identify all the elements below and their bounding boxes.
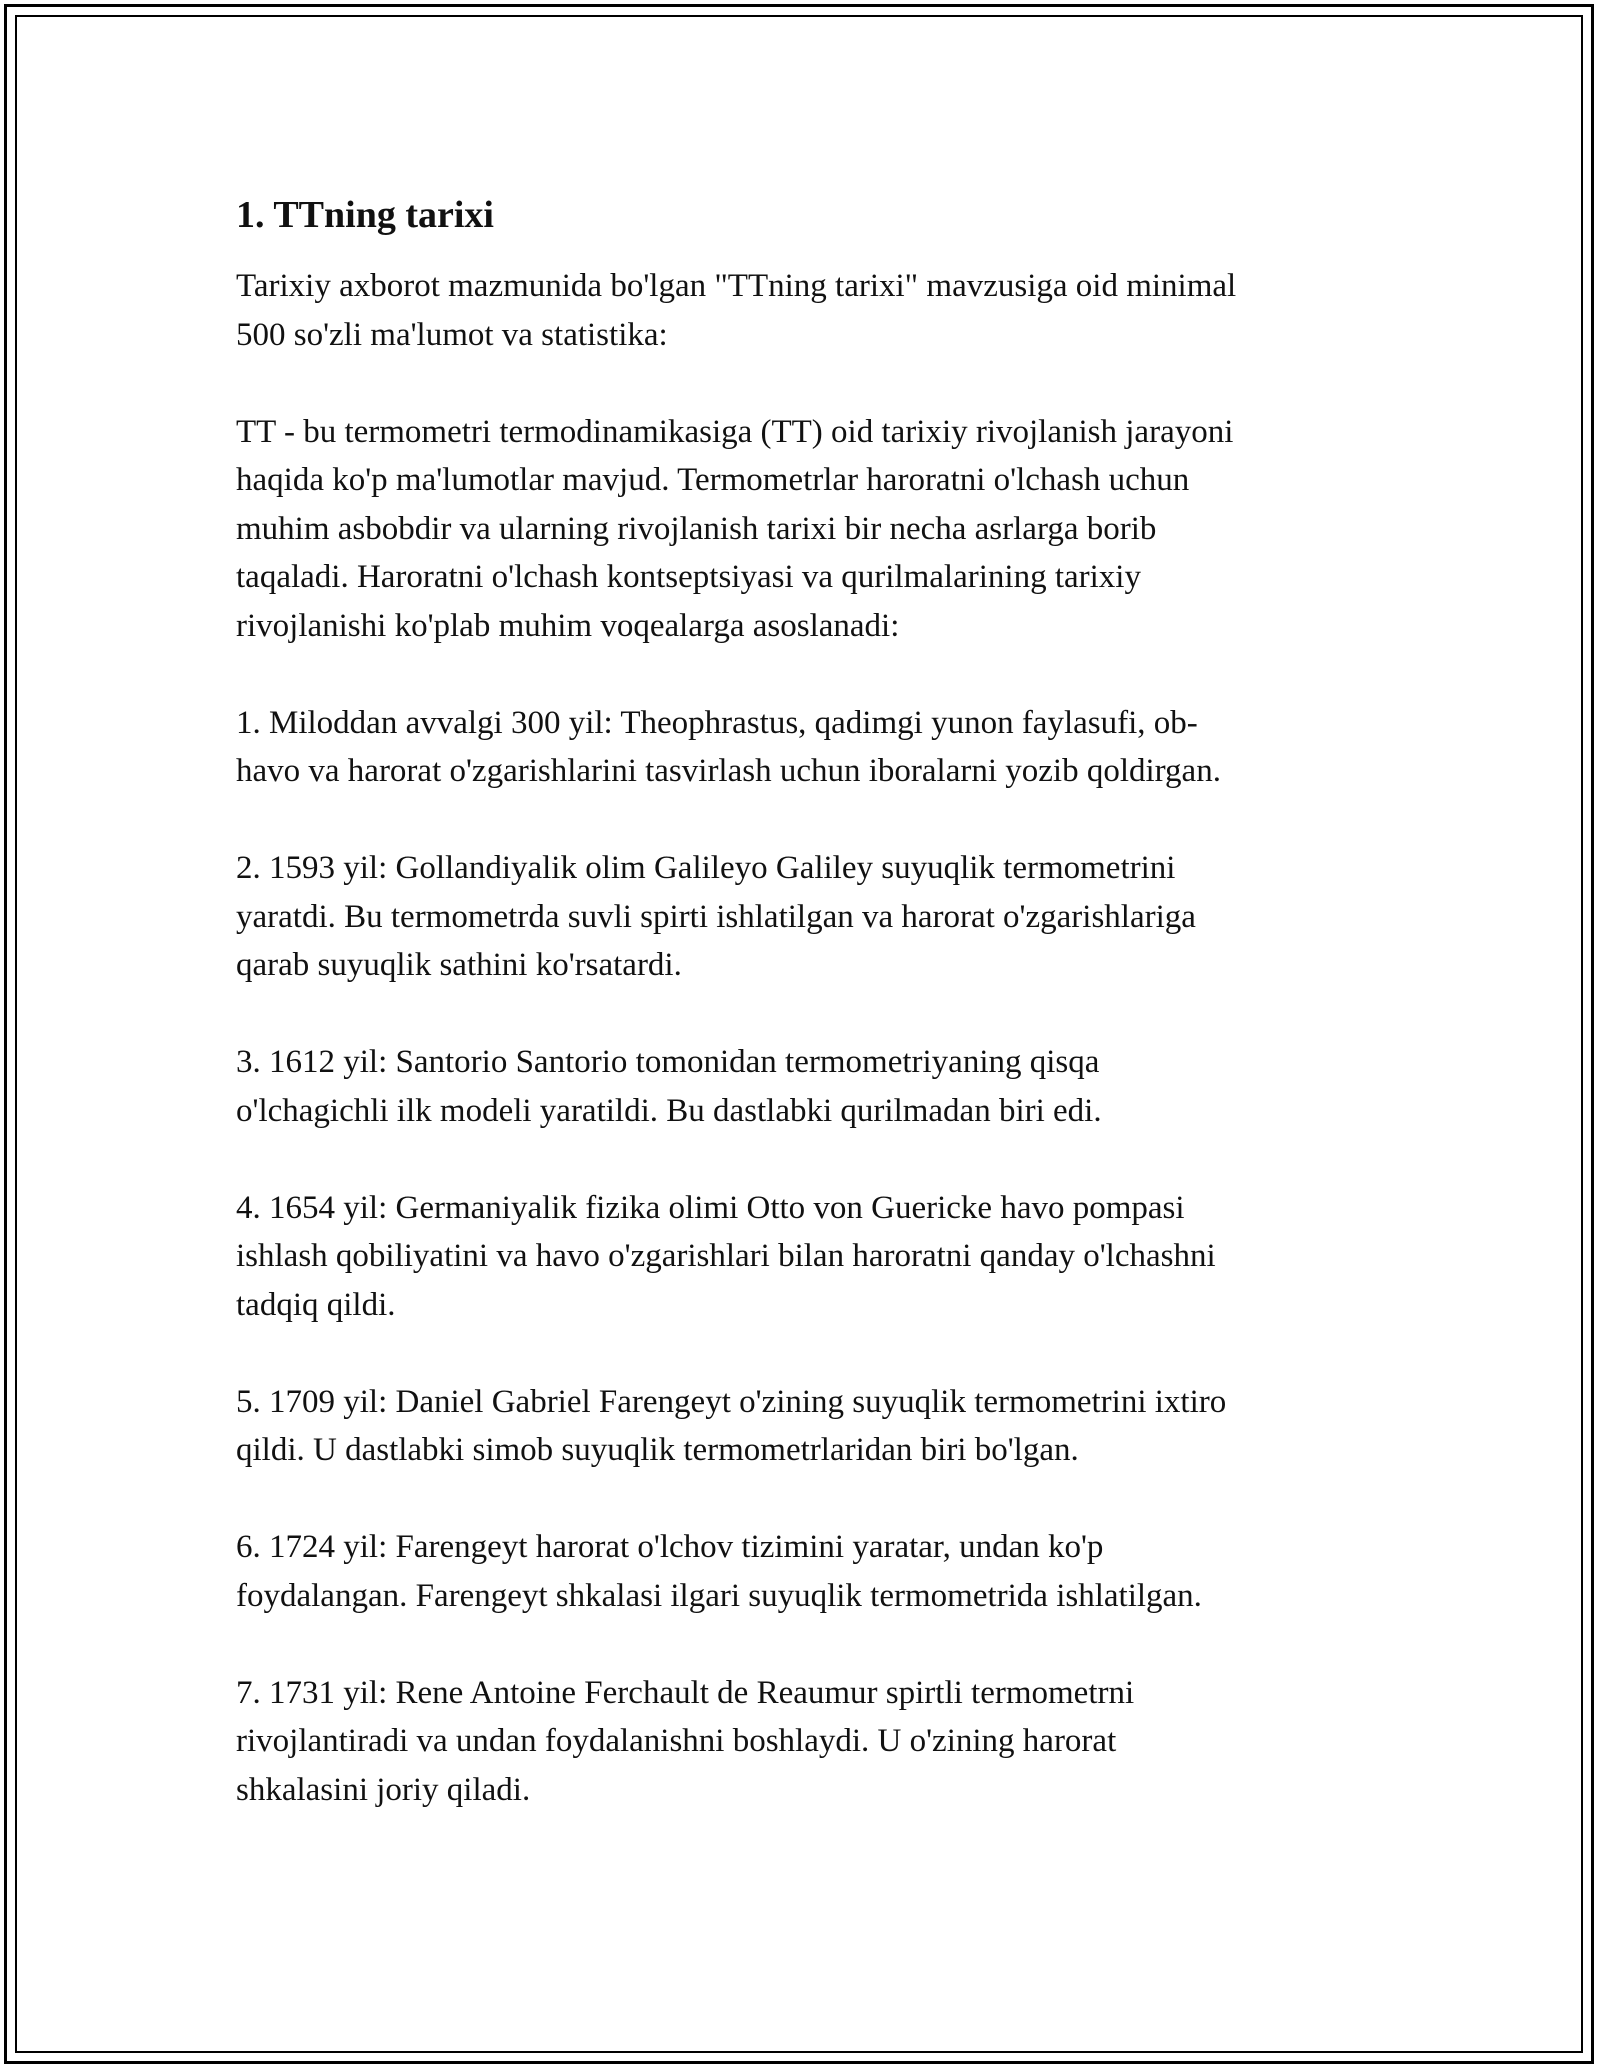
overview-paragraph: TT - bu termometri termodinamikasiga (TT) oid tarixiy rivojlanish jarayoni haqida ko'p ma'lumotlar mavjud. Termometrlar haroratni o'lchash uchun muhim asbobdir va ularning rivojlanish tarixi bir necha asrlarga borib taqaladi. Haroratni o'lchash kontseptsiyasi va qurilmalarining tarixiy rivojlanishi ko'plab muhim voqealarga asoslanadi: — [236, 413, 1234, 644]
list-item: 6. 1724 yil: Farengeyt harorat o'lchov tizimini yaratar, undan ko'p foydalangan. Farengeyt shkalasi ilgari suyuqlik termometrida ishlatilgan. — [236, 1529, 1202, 1614]
document-body — [236, 188, 1366, 1814]
list-item: 1. Miloddan avvalgi 300 yil: Theophrastus, qadimgi yunon faylasufi, ob- havo va harorat o'zgarishlarini tasvirlash uchun iboralarni yozib qoldirgan. — [236, 704, 1221, 789]
page-title: 1. TTning tarixi — [236, 194, 494, 236]
list-item: 5. 1709 yil: Daniel Gabriel Farengeyt o'zining suyuqlik termometrini ixtiro qildi. U dastlabki simob suyuqlik termometrlaridan biri bo'lgan. — [236, 1383, 1227, 1468]
list-item: 3. 1612 yil: Santorio Santorio tomonidan termometriyaning qisqa o'lchagichli ilk modeli yaratildi. Bu dastlabki qurilmadan biri edi. — [236, 1044, 1102, 1129]
list-item: 2. 1593 yil: Gollandiyalik olim Galileyo Galiley suyuqlik termometrini yaratdi. Bu termometrda suvli spirti ishlatilgan va harorat o'zgarishlariga qarab suyuqlik sathini ko'rsatardi. — [236, 850, 1196, 983]
list-item: 4. 1654 yil: Germaniyalik fizika olimi Otto von Guericke havo pompasi ishlash qobiliyatini va havo o'zgarishlari bilan haroratni qanday o'lchashni tadqiq qildi. — [236, 1189, 1216, 1323]
list-item: 7. 1731 yil: Rene Antoine Ferchault de Reaumur spirtli termometrni rivojlantiradi va undan foydalanishni boshlaydi. U o'zining harorat shkalasini joriy qiladi. — [236, 1674, 1135, 1808]
intro-paragraph: Tarixiy axborot mazmunida bo'lgan "TTning tarixi" mavzusiga oid minimal 500 so'zli ma'lumot va statistika: — [236, 268, 1237, 353]
